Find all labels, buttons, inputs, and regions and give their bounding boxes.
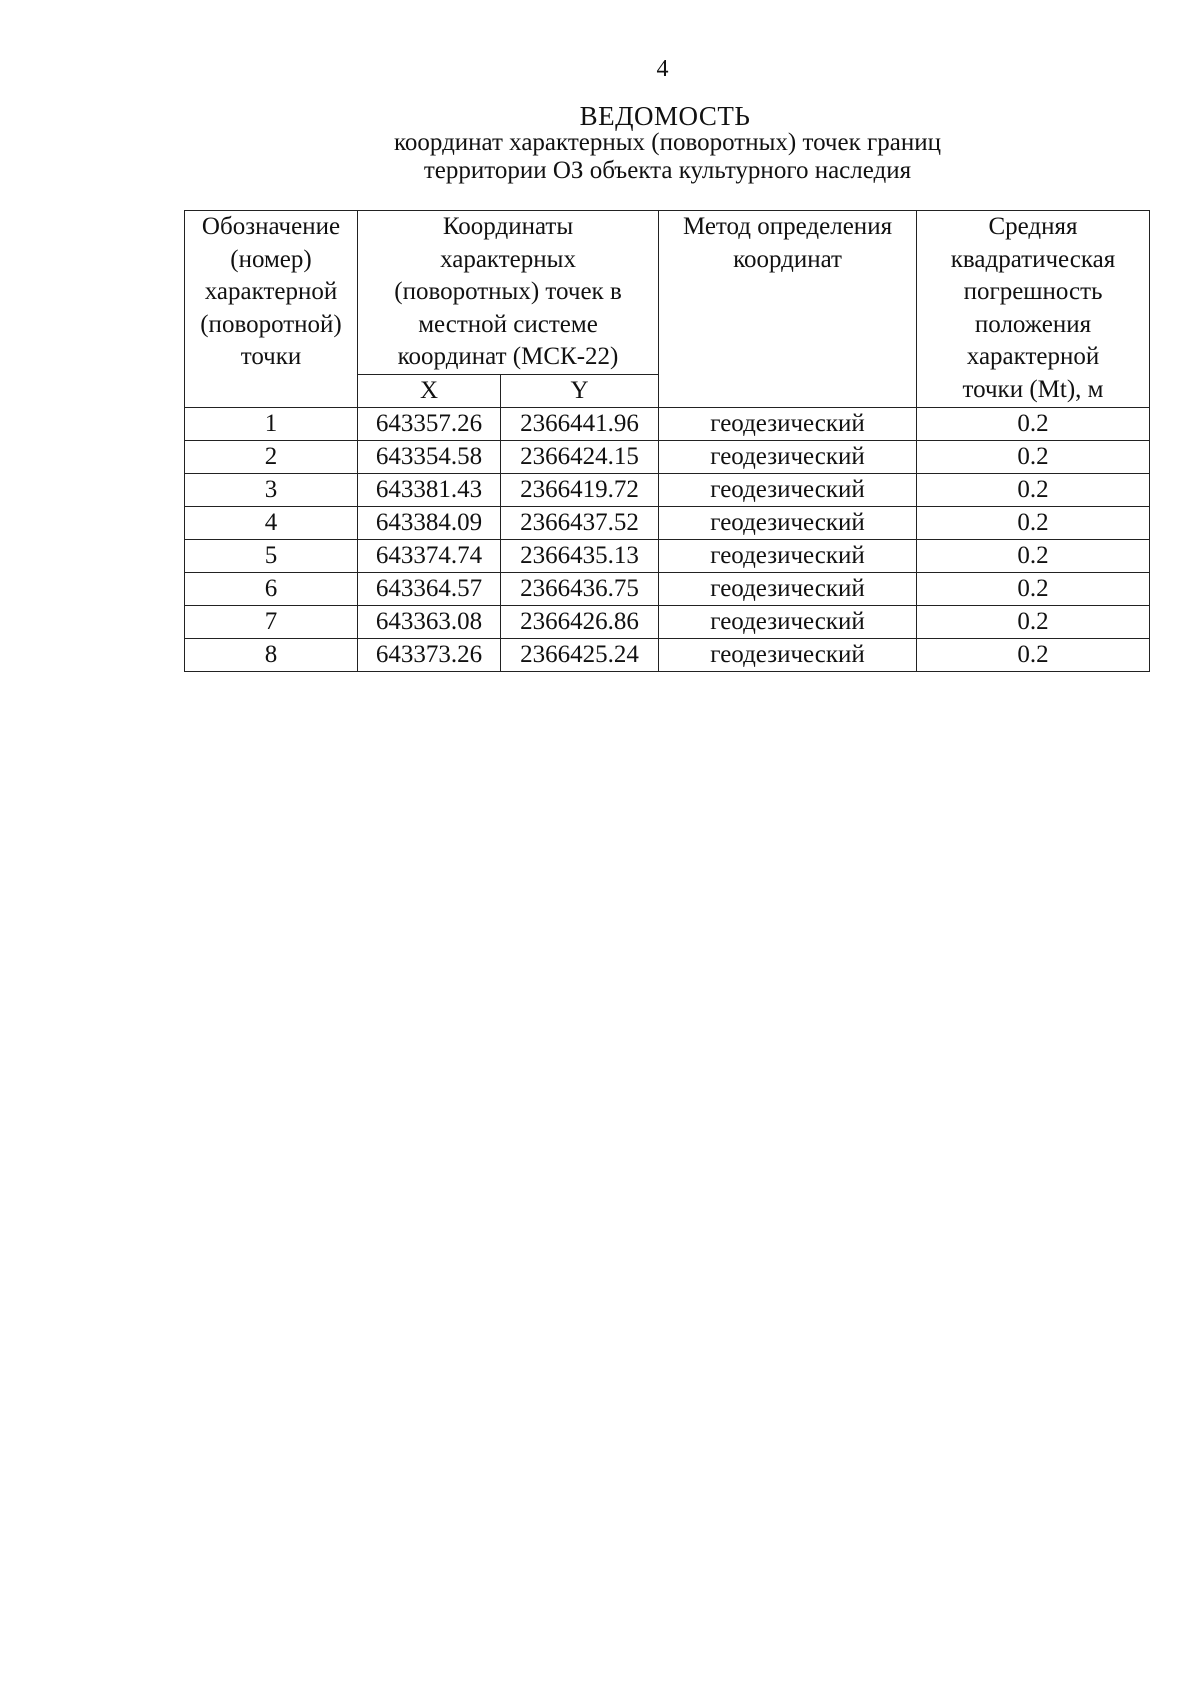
header-line: характерной [966,343,1100,370]
cell-error: 0.2 [917,407,1150,440]
cell-point: 3 [185,473,358,506]
table-row [185,638,1150,671]
header-line: квадратическая [950,245,1116,273]
header-method [659,211,917,408]
subtitle-line: территории ОЗ объекта культурного наследия [423,157,912,184]
cell-error: 0.2 [917,572,1150,605]
document-subtitle [0,129,1200,185]
cell-method: геодезический [659,473,917,506]
cell-x: 643357.26 [358,407,501,440]
header-designation [185,211,358,408]
header-line: положения [974,310,1092,338]
cell-point: 4 [185,506,358,539]
cell-x: 643381.43 [358,473,501,506]
subtitle-line: координат характерных (поворотных) точек границ [394,129,941,156]
table-row [185,407,1150,440]
cell-error: 0.2 [917,638,1150,671]
cell-point: 8 [185,638,358,671]
cell-y: 2366425.24 [501,638,659,671]
table-row [185,605,1150,638]
table-row [185,572,1150,605]
cell-y: 2366436.75 [501,572,659,605]
cell-method: геодезический [659,638,917,671]
header-x: X [358,374,501,407]
document-title: ВЕДОМОСТЬ [579,101,751,131]
header-line: Обозначение [201,213,341,240]
table-row [185,473,1150,506]
header-line: местной системе [418,310,598,338]
cell-y: 2366435.13 [501,539,659,572]
header-coordinates [358,211,659,375]
cell-y: 2366437.52 [501,506,659,539]
cell-method: геодезический [659,572,917,605]
cell-error: 0.2 [917,605,1150,638]
header-line: точки (Mt), м [962,375,1104,403]
header-line: погрешность [963,278,1103,305]
table-row [185,440,1150,473]
header-line: (поворотных) точек в [394,278,622,305]
cell-point: 6 [185,572,358,605]
cell-x: 643373.26 [358,638,501,671]
cell-point: 5 [185,539,358,572]
header-error [917,211,1150,408]
header-y: Y [501,374,659,407]
header-line: (поворотной) [200,310,342,338]
cell-error: 0.2 [917,473,1150,506]
table-row [185,539,1150,572]
cell-point: 7 [185,605,358,638]
header-line: (номер) [230,245,312,273]
header-line: характерных [440,245,576,273]
cell-x: 643374.74 [358,539,501,572]
cell-x: 643363.08 [358,605,501,638]
header-line: характерной [204,278,338,305]
cell-y: 2366426.86 [501,605,659,638]
cell-error: 0.2 [917,506,1150,539]
cell-y: 2366424.15 [501,440,659,473]
cell-point: 1 [185,407,358,440]
header-line: координат [733,245,842,273]
cell-error: 0.2 [917,539,1150,572]
cell-y: 2366441.96 [501,407,659,440]
cell-x: 643384.09 [358,506,501,539]
cell-x: 643354.58 [358,440,501,473]
cell-point: 2 [185,440,358,473]
cell-method: геодезический [659,440,917,473]
cell-method: геодезический [659,407,917,440]
page-number: 4 [656,56,669,82]
header-line: Средняя [988,213,1078,240]
cell-error: 0.2 [917,440,1150,473]
cell-method: геодезический [659,605,917,638]
header-line: точки [240,343,302,370]
header-line: Метод определения [682,213,893,240]
cell-x: 643364.57 [358,572,501,605]
header-line: координат (МСК-22) [397,343,619,370]
coordinates-table [184,210,1150,672]
table-row [185,506,1150,539]
header-line: Координаты [442,213,574,240]
cell-method: геодезический [659,506,917,539]
cell-method: геодезический [659,539,917,572]
cell-y: 2366419.72 [501,473,659,506]
